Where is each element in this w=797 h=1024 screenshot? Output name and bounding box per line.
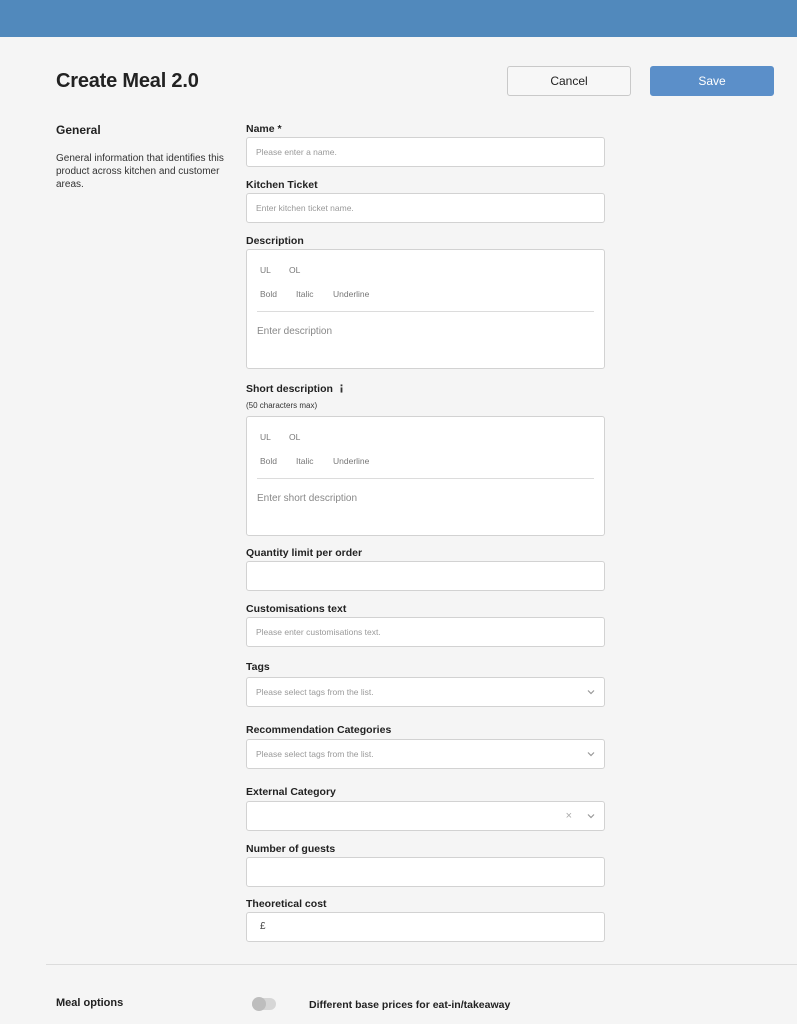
general-section-description: General information that identifies this product across kitchen and customer areas. (56, 153, 224, 190)
quantity-limit-input[interactable] (246, 561, 605, 591)
customisations-text-label: Customisations text (246, 603, 347, 615)
number-of-guests-label: Number of guests (246, 843, 336, 855)
external-category-label: External Category (246, 786, 336, 798)
kitchen-ticket-input[interactable] (246, 193, 605, 223)
short-description-hint: (50 characters max) (246, 401, 318, 410)
base-prices-toggle[interactable] (252, 998, 276, 1010)
description-italic-button[interactable]: Italic (296, 289, 314, 299)
kitchen-ticket-placeholder: Enter kitchen ticket name. (256, 203, 354, 213)
save-button[interactable]: Save (650, 66, 774, 96)
tags-label: Tags (246, 661, 270, 673)
short-description-ol-button[interactable]: OL (289, 432, 301, 442)
page-title: Create Meal 2.0 (56, 70, 199, 92)
meal-options-section-title: Meal options (56, 997, 124, 1009)
description-underline-button[interactable]: Underline (333, 289, 370, 299)
top-bar (0, 0, 797, 37)
editor-divider (257, 478, 594, 479)
description-ol-button[interactable]: OL (289, 265, 301, 275)
short-description-label (246, 383, 346, 395)
section-divider (46, 964, 797, 965)
description-editor[interactable] (246, 249, 605, 369)
base-prices-toggle-label: Different base prices for eat-in/takeaway (309, 999, 511, 1011)
recommendation-categories-label: Recommendation Categories (246, 724, 392, 736)
cancel-button[interactable]: Cancel (507, 66, 631, 96)
customisations-text-placeholder: Please enter customisations text. (256, 627, 381, 637)
description-bold-button[interactable]: Bold (260, 289, 278, 299)
clear-icon[interactable]: × (565, 810, 572, 822)
short-description-ul-button[interactable]: UL (260, 432, 271, 442)
quantity-limit-label: Quantity limit per order (246, 547, 363, 559)
theoretical-cost-label: Theoretical cost (246, 898, 327, 910)
toggle-knob (252, 997, 266, 1011)
recommendation-categories-placeholder: Please select tags from the list. (256, 749, 374, 759)
editor-divider (257, 311, 594, 312)
short-description-label-text: Short description (246, 383, 333, 395)
description-label: Description (246, 235, 304, 247)
short-description-italic-button[interactable]: Italic (296, 456, 314, 466)
info-icon[interactable] (337, 384, 346, 393)
short-description-bold-button[interactable]: Bold (260, 456, 278, 466)
short-description-placeholder[interactable]: Enter short description (257, 493, 358, 504)
general-section-title: General (56, 123, 101, 137)
chevron-down-icon[interactable] (587, 750, 595, 758)
chevron-down-icon[interactable] (587, 688, 595, 696)
short-description-editor[interactable] (246, 416, 605, 536)
kitchen-ticket-label: Kitchen Ticket (246, 179, 318, 191)
recommendation-categories-select[interactable] (246, 739, 605, 769)
theoretical-cost-input[interactable] (246, 912, 605, 942)
tags-placeholder: Please select tags from the list. (256, 687, 374, 697)
name-placeholder: Please enter a name. (256, 147, 337, 157)
currency-prefix: £ (260, 921, 266, 932)
tags-select[interactable] (246, 677, 605, 707)
customisations-text-input[interactable] (246, 617, 605, 647)
number-of-guests-input[interactable] (246, 857, 605, 887)
description-ul-button[interactable]: UL (260, 265, 271, 275)
short-description-underline-button[interactable]: Underline (333, 456, 370, 466)
name-input[interactable] (246, 137, 605, 167)
name-label: Name * (246, 123, 282, 135)
external-category-select[interactable] (246, 801, 605, 831)
description-placeholder[interactable]: Enter description (257, 326, 333, 337)
chevron-down-icon[interactable] (587, 812, 595, 820)
